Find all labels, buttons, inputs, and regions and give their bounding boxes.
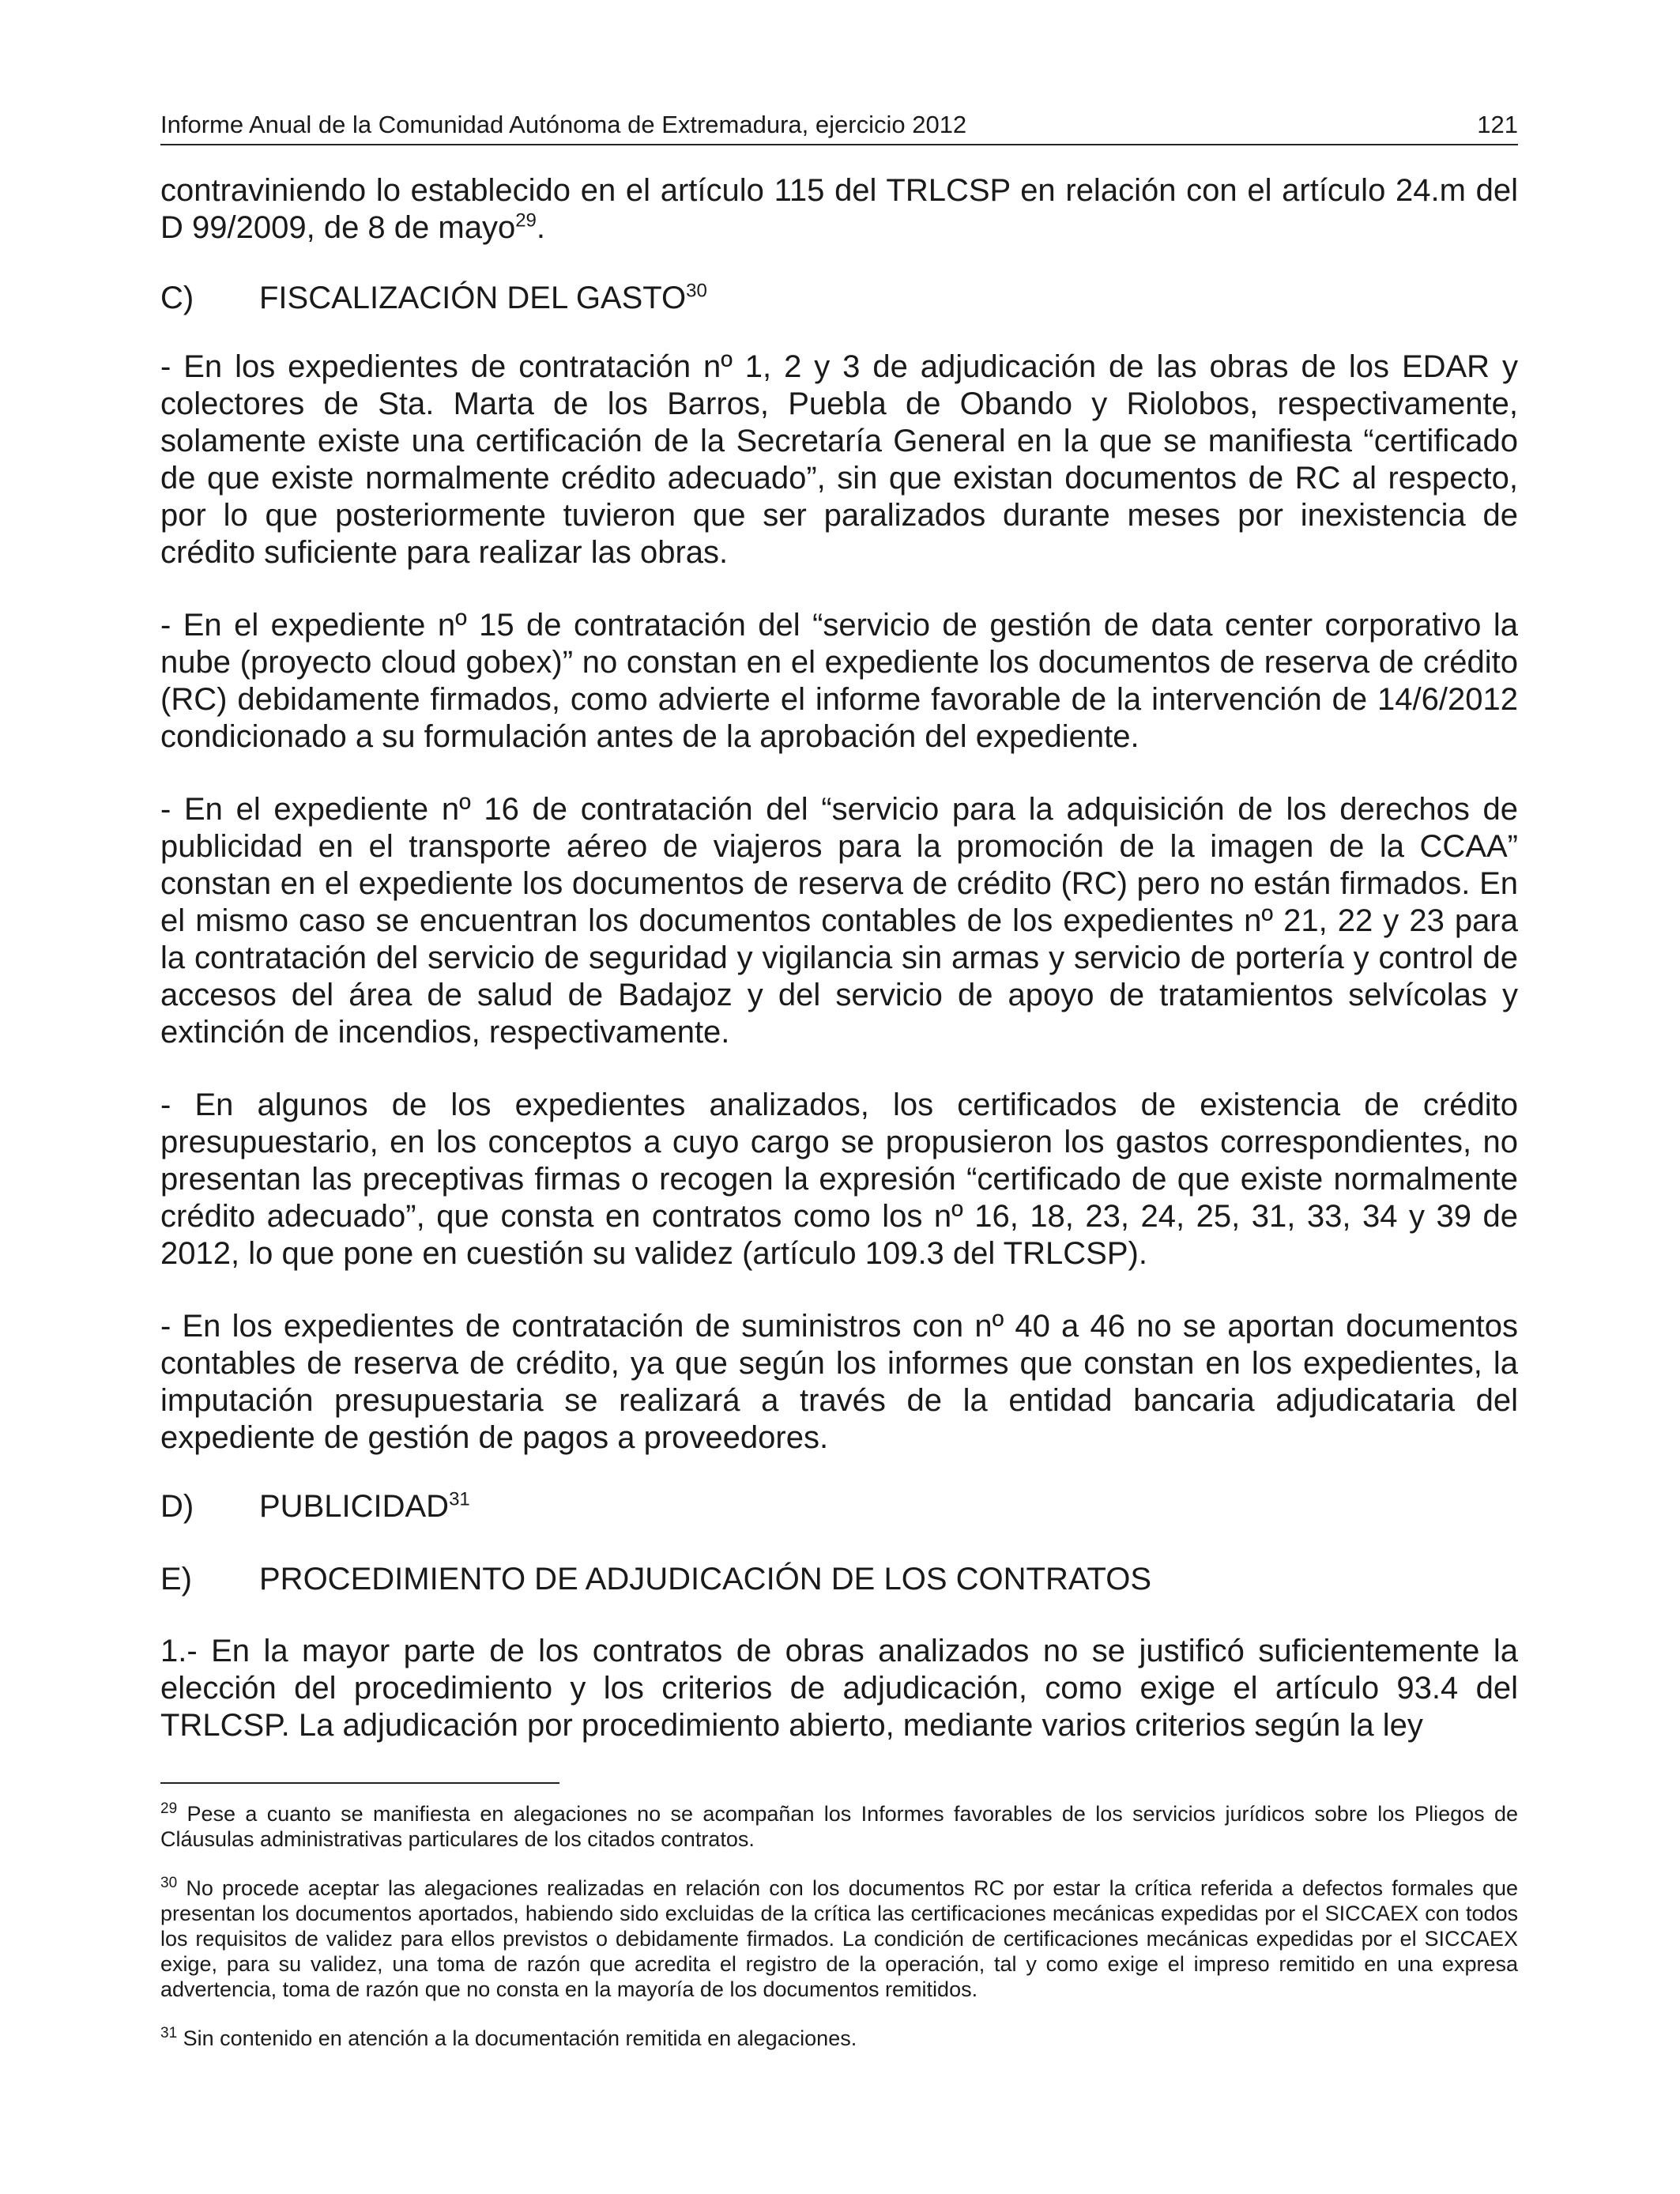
paragraph-text: - En los expedientes de contratación de suministros con nº 40 a 46 no se aportan documentos contables de reserva de crédito, ya que según los informes que constan en los expedientes, la imputación presupuestaria se realizará a través de la entidad bancaria adjudicataria del expediente de gestión de pagos a proveedores.: [160, 1309, 1518, 1455]
paragraph: [160, 1308, 1518, 1457]
page-header: [160, 111, 1518, 145]
section-heading-e: [160, 1561, 1518, 1598]
footnote-text: Sin contenido en atención a la documentación remitida en alegaciones.: [177, 2026, 857, 2050]
footnote-ref-29[interactable]: 29: [515, 209, 537, 232]
section-letter: C): [160, 281, 194, 315]
paragraph: [160, 1087, 1518, 1272]
paragraph: [160, 607, 1518, 756]
footnote: [160, 1875, 1518, 2002]
paragraph-text: 1.- En la mayor parte de los contratos de obras analizados no se justificó suficientemente la elección del procedimiento y los criterios de adjudicación, como exige el artículo 93.4 del TRLCSP. La adjudicación por procedimiento abierto, mediante varios criterios según la ley: [160, 1634, 1518, 1743]
section-title: PUBLICIDAD: [259, 1489, 450, 1524]
footnote-text: No procede aceptar las alegaciones realizadas en relación con los documentos RC por estar la crítica referida a defectos formales que presentan los documentos aportados, habiendo sido excluidas de la crítica las certificaciones mecánicas expedidas por el SICCAEX con todos los requisitos de validez para ellos previstos o debidamente firmados. La condición de certificaciones mecánicas expedidas por el SICCAEX exige, para su validez, una toma de razón que acredita el registro de la operación, tal y como exige el impreso remitido en una expresa advertencia, toma de razón que no consta en la mayoría de los documentos remitidos.: [160, 1876, 1518, 2001]
section-letter: D): [160, 1489, 194, 1524]
section-heading-c: [160, 280, 1518, 317]
section-letter: E): [160, 1562, 192, 1596]
paragraph-text: - En los expedientes de contratación nº 1, 2 y 3 de adjudicación de las obras de los EDAR y colectores de Sta. Marta de los Barros, Puebla de Obando y Riolobos, respectivamente, solamente existe una certificación de la Secretaría General en la que se manifiesta “certificado de que existe normalmente crédito adecuado”, sin que existan documentos de RC al respecto, por lo que posteriormente tuvieron que ser paralizados durante meses por inexistencia de crédito suficiente para realizar las obras.: [160, 349, 1518, 570]
paragraph: [160, 349, 1518, 571]
section-title: PROCEDIMIENTO DE ADJUDICACIÓN DE LOS CONTRATOS: [259, 1562, 1152, 1596]
document-page: [160, 111, 1518, 2051]
paragraph: [160, 791, 1518, 1051]
continuation-text: contraviniendo lo establecido en el artículo 115 del TRLCSP en relación con el artículo 24.m del D 99/2009, de 8 de mayo: [160, 173, 1518, 245]
section-title: FISCALIZACIÓN DEL GASTO: [259, 281, 687, 315]
continuation-paragraph: [160, 172, 1518, 247]
footnote-ref-31[interactable]: 31: [449, 1488, 470, 1510]
footnote-number: 29: [160, 1800, 178, 1817]
paragraph-text: - En algunos de los expedientes analizados, los certificados de existencia de crédito presupuestario, en los conceptos a cuyo cargo se propusieron los gastos correspondientes, no presentan las preceptivas firmas o recogen la expresión “certificado de que existe normalmente crédito adecuado”, que consta en contratos como los nº 16, 18, 23, 24, 25, 31, 33, 34 y 39 de 2012, lo que pone en cuestión su validez (artículo 109.3 del TRLCSP).: [160, 1088, 1518, 1271]
footnote-text: Pese a cuanto se manifiesta en alegaciones no se acompañan los Informes favorables de los servicios jurídicos sobre los Pliegos de Cláusulas administrativas particulares de los citados contratos.: [160, 1802, 1518, 1851]
footnote-ref-30[interactable]: 30: [686, 280, 707, 302]
section-heading-d: [160, 1488, 1518, 1525]
footnote-number: 30: [160, 1875, 178, 1891]
footnote: [160, 2026, 1518, 2051]
continuation-end: .: [536, 210, 546, 245]
footnote-number: 31: [160, 2025, 178, 2041]
header-title: Informe Anual de la Comunidad Autónoma de Extremadura, ejercicio 2012: [160, 111, 967, 138]
paragraph-text: - En el expediente nº 15 de contratación del “servicio de gestión de data center corporativo la nube (proyecto cloud gobex)” no constan en el expediente los documentos de reserva de crédito (RC) debidamente firmados, como advierte el informe favorable de la intervención de 14/6/2012 condicionado a su formulación antes de la aprobación del expediente.: [160, 608, 1518, 754]
footnote-separator: [160, 1782, 559, 1784]
footnote: [160, 1801, 1518, 1852]
paragraph-text: - En el expediente nº 16 de contratación del “servicio para la adquisición de los derechos de publicidad en el transporte aéreo de viajeros para la promoción de la imagen de la CCAA” constan en el expediente los documentos de reserva de crédito (RC) pero no están firmados. En el mismo caso se encuentran los documentos contables de los expedientes nº 21, 22 y 23 para la contratación del servicio de seguridad y vigilancia sin armas y servicio de portería y control de accesos del área de salud de Badajoz y del servicio de apoyo de tratamientos selvícolas y extinción de incendios, respectivamente.: [160, 792, 1518, 1050]
page-number: 121: [1477, 111, 1518, 138]
paragraph: [160, 1633, 1518, 1744]
